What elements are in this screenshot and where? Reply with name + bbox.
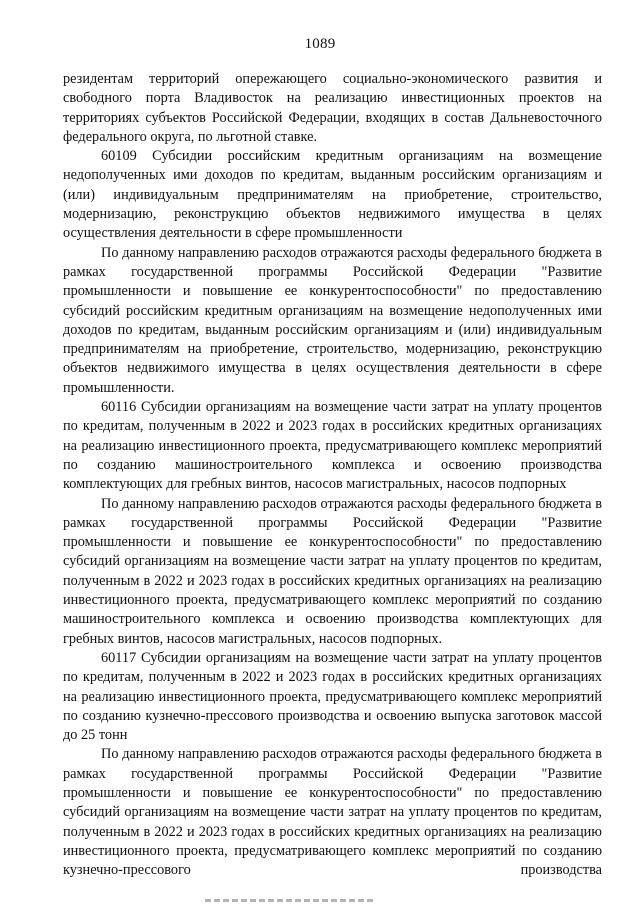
paragraph-article-60116: 60116 Субсидии организациям на возмещение части затрат на уплату процентов по кредитам, полученным в 2022 и 2023 годах в российских кредитных организациях на реализацию инвестиционного проекта, предусматривающего комплекс мероприятий по созданию машиностроительного комплекса и освоению производства комплектующих для гребных винтов, насосов магистральных, насосов подпорных — [63, 399, 602, 493]
paragraph-description-60116: По данному направлению расходов отражаются расходы федерального бюджета в рамках государственной программы Российской Федерации "Развитие промышленности и повышение ее конкурентоспособности" по предоставлению субсидий организациям на возмещение части затрат на уплату процентов по кредитам, полученным в 2022 и 2023 годах в российских кредитных организациях на реализацию инвестиционного проекта, предусматривающего комплекс мероприятий по созданию машиностроительного комплекса и освоению производства комплектующих для гребных винтов, насосов магистральных, насосов подпорных. — [63, 495, 602, 647]
page-number: 1089 — [304, 36, 336, 52]
paragraph-description-60109: По данному направлению расходов отражаются расходы федерального бюджета в рамках государственной программы Российской Федерации "Развитие промышленности и повышение ее конкурентоспособности" по предоставлению субсидий российским кредитным организациям на возмещение недополученных ими доходов по кредитам, выданным российским организациям и (или) индивидуальным предпринимателям на приобретение, строительство, модернизацию, реконструкцию объектов недвижимого имущества в целях осуществления деятельности в сфере промышленности. — [63, 244, 602, 396]
paragraph-article-60117: 60117 Субсидии организациям на возмещение части затрат на уплату процентов по кредитам, полученным в 2022 и 2023 годах в российских кредитных организациях на реализацию инвестиционного проекта, предусматривающего комплекс мероприятий по созданию кузнечно-прессового производства и освоению выпуска заготовок массой до 25 тонн — [63, 649, 602, 744]
paragraph-article-60109: 60109 Субсидии российским кредитным организациям на возмещение недополученных ими доходов по кредитам, выданным российским организациям и (или) индивидуальным предпринимателям на приобретение, строительство, модернизацию, реконструкцию объектов недвижимого имущества в целях осуществления деятельности в сфере промышленности — [63, 148, 602, 242]
paragraph-description-60117: По данному направлению расходов отражаются расходы федерального бюджета в рамках государственной программы Российской Федерации "Развитие промышленности и повышение ее конкурентоспособности" по предоставлению субсидий организациям на возмещение части затрат на уплату процентов по кредитам, полученным в 2022 и 2023 годах в российских кредитных организациях на реализацию инвестиционного проекта, предусматривающего комплекс мероприятий по созданию кузнечно-прессового производства — [63, 746, 602, 879]
paragraph-continuation: резидентам территорий опережающего социально-экономического развития и свободного порта Владивосток на реализацию инвестиционных проектов на территориях субъектов Российской Федерации, входящих в состав Дальневосточного федерального округа, по льготной ставке. — [63, 71, 602, 145]
document-body — [63, 70, 602, 880]
scan-artifact — [205, 899, 375, 902]
